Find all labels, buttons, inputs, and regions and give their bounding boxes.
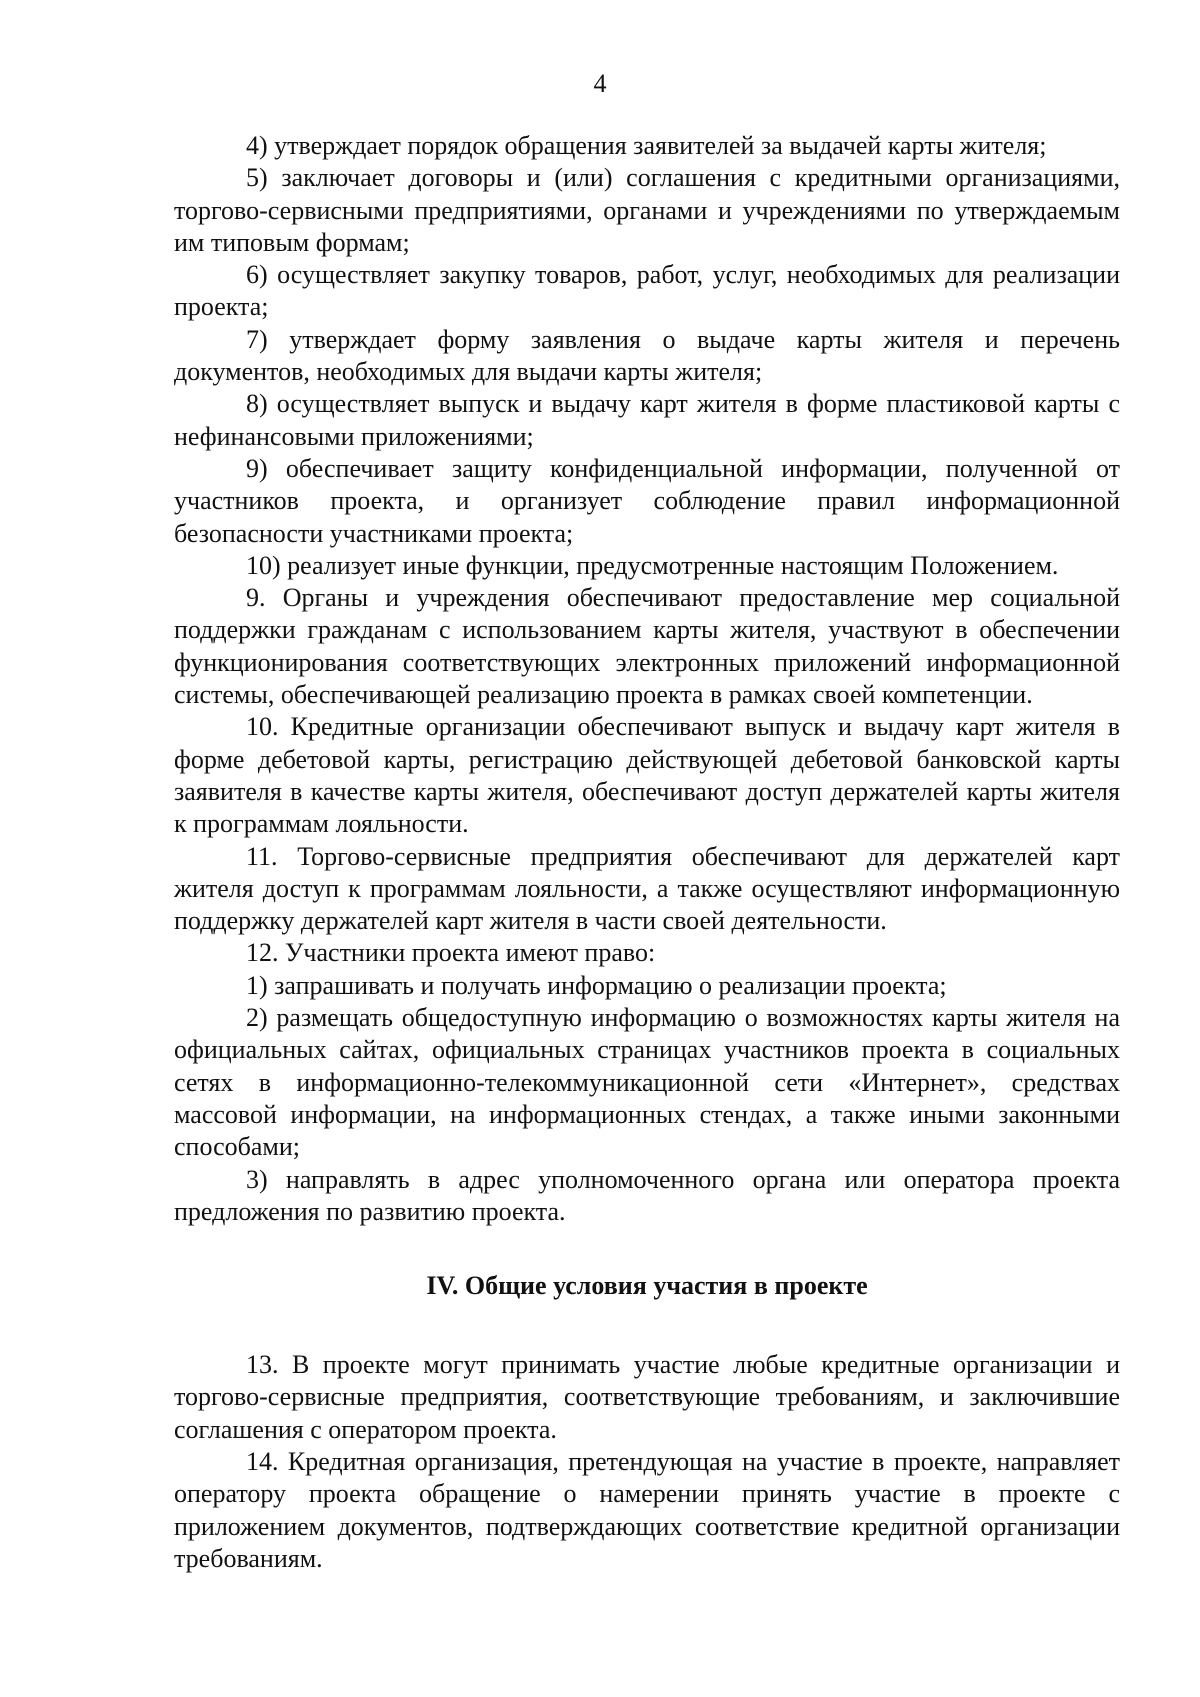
paragraph-item-6: 6) осуществляет закупку товаров, работ, услуг, необходимых для реализации проекта; <box>174 260 1120 322</box>
paragraph-clause-13: 13. В проекте могут принимать участие любые кредитные организации и торгово-сервисные предприятия, соответствующие требованиям, и заключившие соглашения с оператором проекта. <box>174 1350 1120 1444</box>
document-body <box>174 130 1120 1575</box>
section-heading: IV. Общие условия участия в проекте <box>426 1271 868 1301</box>
paragraph-item-7: 7) утверждает форму заявления о выдаче карты жителя и перечень документов, необходимых для выдачи карты жителя; <box>174 324 1120 387</box>
paragraph-clause-14: 14. Кредитная организация, претендующая на участие в проекте, направляет оператору проекта обращение о намерении принять участие в проекте с приложением документов, подтверждающих соответствие кредитной организации требованиям. <box>174 1446 1120 1573</box>
paragraph-clause-11: 11. Торгово-сервисные предприятия обеспечивают для держателей карт жителя доступ к программам лояльности, а также осуществляют информационную поддержку держателей карт жителя в части своей деятельности. <box>174 841 1120 936</box>
paragraph-right-2: 2) размещать общедоступную информацию о возможностях карты жителя на официальных сайтах, официальных страницах участников проекта в социальных сетях в информационно-телекоммуникационной сети «Интернет», средствах массовой информации, на информационных стендах, а также иными законными способами; <box>174 1003 1120 1162</box>
paragraph-item-9: 9) обеспечивает защиту конфиденциальной информации, полученной от участников проекта, и организует соблюдение правил информационной безопасности участниками проекта; <box>174 453 1120 548</box>
paragraph-item-10: 10) реализует иные функции, предусмотренные настоящим Положением. <box>246 550 1059 580</box>
paragraph-item-4: 4) утверждает порядок обращения заявителей за выдачей карты жителя; <box>246 131 1047 160</box>
paragraph-item-8: 8) осуществляет выпуск и выдачу карт жителя в форме пластиковой карты с нефинансовыми приложениями; <box>174 389 1120 451</box>
paragraph-right-1: 1) запрашивать и получать информацию о реализации проекта; <box>246 970 947 1000</box>
paragraph-item-5: 5) заключает договоры и (или) соглашения с кредитными организациями, торгово-сервисными предприятиями, органами и учреждениями по утверждаемым им типовым формам; <box>174 163 1120 257</box>
paragraph-right-3: 3) направлять в адрес уполномоченного органа или оператора проекта предложения по развитию проекта. <box>174 1164 1120 1226</box>
paragraph-clause-10: 10. Кредитные организации обеспечивают выпуск и выдачу карт жителя в форме дебетовой карты, регистрацию действующей дебетовой банковской карты заявителя в качестве карты жителя, обеспечивают доступ держателей карты жителя к программам лояльности. <box>174 712 1120 839</box>
page-number: 4 <box>593 69 607 98</box>
paragraph-clause-12: 12. Участники проекта имеют право: <box>246 938 656 968</box>
paragraph-clause-9: 9. Органы и учреждения обеспечивают предоставление мер социальной поддержки гражданам с использованием карты жителя, участвуют в обеспечении функционирования соответствующих электронных приложений информационной системы, обеспечивающей реализацию проекта в рамках своей компетенции. <box>174 583 1120 710</box>
